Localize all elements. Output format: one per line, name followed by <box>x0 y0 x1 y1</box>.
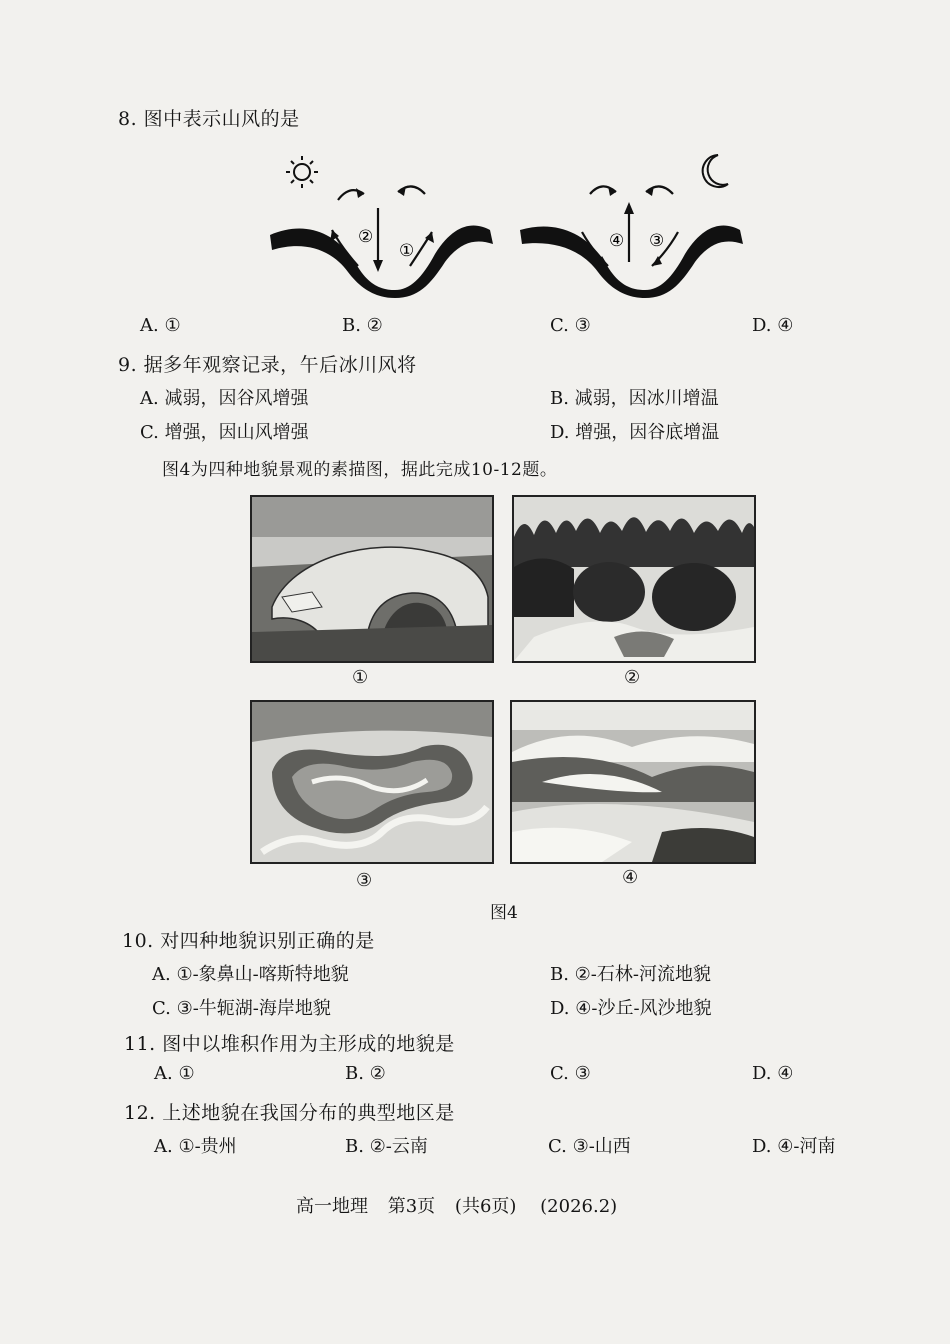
q11-option-c: C. ③ <box>550 1063 591 1084</box>
q10-stem: 10. 对四种地貌识别正确的是 <box>122 930 375 952</box>
figure-caption: 图4 <box>490 903 518 923</box>
sketch-elephant-trunk-arch <box>250 495 494 663</box>
footer-page: 第3页 <box>387 1196 436 1217</box>
intro-text: 图4为四种地貌景观的素描图，据此完成10-12题。 <box>162 460 558 480</box>
q10-option-d: D. ④-沙丘-风沙地貌 <box>550 998 712 1019</box>
moon-icon <box>703 155 728 187</box>
q9-option-d: D. 增强，因谷底增温 <box>550 422 720 443</box>
sketch-stone-forest <box>512 495 756 663</box>
diagram-label-1: ① <box>399 241 415 261</box>
q9-option-c: C. 增强，因山风增强 <box>140 422 309 443</box>
figure-label-3: ③ <box>356 870 373 891</box>
page-footer <box>296 1192 617 1218</box>
figure-label-4: ④ <box>622 867 639 888</box>
q11-option-d: D. ④ <box>752 1063 794 1084</box>
q12-option-b: B. ②-云南 <box>345 1136 428 1157</box>
q11-option-b: B. ② <box>345 1063 386 1084</box>
q8-option-c: C. ③ <box>550 315 591 336</box>
sketch-oxbow-lake <box>250 700 494 864</box>
q8-option-a: A. ① <box>140 315 181 336</box>
q8-option-b: B. ② <box>342 315 383 336</box>
diagram-label-2: ② <box>358 227 374 247</box>
mountain-wind-diagram <box>260 150 760 302</box>
q9-option-b: B. 减弱，因冰川增温 <box>550 388 719 409</box>
figure-label-1: ① <box>352 667 369 688</box>
figure-label-2: ② <box>624 667 641 688</box>
q8-stem: 8. 图中表示山风的是 <box>118 108 300 130</box>
q9-stem: 9. 据多年观察记录，午后冰川风将 <box>118 354 417 376</box>
footer-total: (共6页) <box>454 1196 517 1217</box>
q10-option-a: A. ①-象鼻山-喀斯特地貌 <box>152 964 349 985</box>
footer-subject: 高一地理 <box>296 1196 368 1217</box>
valley-right <box>520 226 743 298</box>
q12-stem: 12. 上述地貌在我国分布的典型地区是 <box>124 1102 455 1124</box>
sun-icon <box>286 156 318 188</box>
q12-option-c: C. ③-山西 <box>548 1136 631 1157</box>
diagram-label-4: ④ <box>609 231 625 251</box>
q9-option-a: A. 减弱，因谷风增强 <box>140 388 309 409</box>
q10-option-c: C. ③-牛轭湖-海岸地貌 <box>152 998 331 1019</box>
q12-option-d: D. ④-河南 <box>752 1136 836 1157</box>
q10-option-b: B. ②-石林-河流地貌 <box>550 964 711 985</box>
q12-option-a: A. ①-贵州 <box>154 1136 237 1157</box>
q11-stem: 11. 图中以堆积作用为主形成的地貌是 <box>124 1033 455 1055</box>
footer-date: (2026.2) <box>540 1196 618 1217</box>
q8-option-d: D. ④ <box>752 315 794 336</box>
sketch-sand-dunes <box>510 700 756 864</box>
diagram-label-3: ③ <box>649 231 665 251</box>
q11-option-a: A. ① <box>154 1063 195 1084</box>
